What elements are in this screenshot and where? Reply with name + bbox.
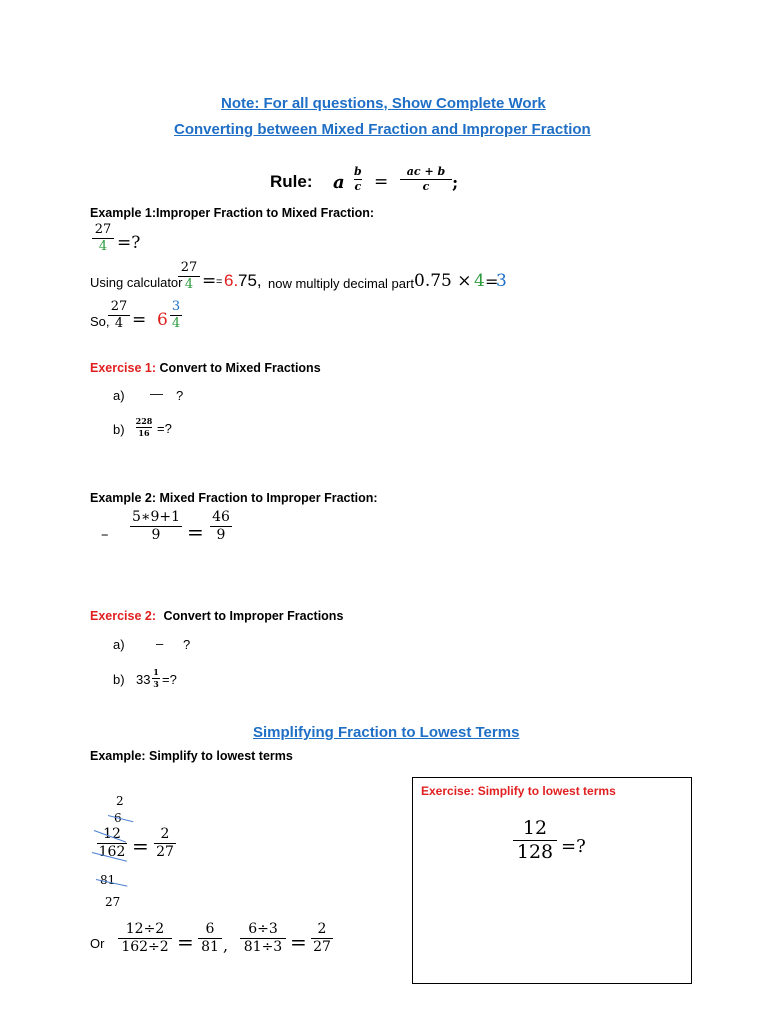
example3-eq: = [132,834,149,858]
calc-prefix: Using calculator [90,275,183,290]
rule-rhs-fraction [400,166,452,193]
exercise2-a-q: ? [183,637,191,652]
example2-num2: 46 [212,509,230,525]
cancel-bot-27: 27 [105,895,121,909]
rule-lhs-fraction [354,166,362,193]
rule-lhs-num: b [354,165,362,178]
example1-title: Example 1:Improper Fraction to Mixed Fraction: [90,206,375,220]
or-f3-den: 81÷3 [243,939,283,956]
so-den: 4 [114,316,124,332]
example2-title: Example 2: Mixed Fraction to Improper Fraction: [90,491,378,505]
so-frac-num: 3 [171,299,181,314]
exercise1-a-dash: — [150,386,163,401]
or-frac4 [311,922,333,956]
or-f2-den: 81 [201,939,219,956]
exercise2-b-num: 1 [153,667,159,677]
or-comma: , [223,936,229,955]
or-f2-num: 6 [205,921,215,937]
section2-title: Simplifying Fraction to Lowest Terms [253,724,520,741]
example3-result [154,827,176,861]
rule-lhs-den: c [354,180,362,194]
example2-den2: 9 [216,527,226,544]
or-f4-den: 27 [313,939,331,956]
or-frac1 [118,922,172,956]
rule-label: Rule: [270,172,313,191]
or-f3-num: 6÷3 [248,921,278,937]
calc-small-eq: = [216,276,223,288]
exercise-box [412,777,692,984]
or-label: Or [90,936,105,951]
exercise2-label [90,609,343,623]
calc-eq: = [202,271,217,291]
example3-title: Example: Simplify to lowest terms [90,749,293,763]
exercise2-b-whole: 33 [136,672,151,687]
exercise1-a-label: a) [113,388,125,403]
calc-num: 27 [180,260,198,275]
exercise-box-fraction [513,818,557,863]
example1-q-den: 4 [98,239,108,255]
rule-rhs-num: ac + b [406,165,446,178]
exercise2-title: Convert to Improper Fractions [163,609,344,623]
or-frac3 [240,922,286,956]
example2-frac1 [130,510,182,544]
exercise1-b-num: 228 [135,416,153,426]
or-eq1: = [177,930,194,954]
exercise2-a-dash: – [156,636,164,651]
example2-num1: 5∗9+1 [132,509,180,525]
cancel-bot-81: 81 [100,873,116,887]
section1-title: Converting between Mixed Fraction and Improper Fraction [174,121,591,138]
so-fraction [108,300,130,332]
exercise1-label [90,361,321,375]
or-frac2 [198,922,222,956]
so-num: 27 [110,299,128,314]
exercise-box-num: 12 [522,817,548,839]
rule-whole: a [333,172,345,193]
exercise1-b-rest: =? [157,421,172,436]
exercise1-b-fraction [136,417,152,438]
exercise1-label-red: Exercise 1: [90,361,157,375]
exercise-box-rest: =? [561,836,586,857]
cancel-top-2: 2 [116,794,124,808]
or-f4-num: 2 [317,921,327,937]
mult-factor: 4 [474,271,485,291]
so-label: So, [90,314,110,329]
example3-num: 12 [103,826,121,842]
note-heading: Note: For all questions, Show Complete Work [221,95,546,112]
so-eq: = [132,310,147,330]
exercise2-label-red: Exercise 2: [90,609,157,623]
exercise1-title: Convert to Mixed Fractions [159,361,321,375]
exercise2-b-fraction [152,668,160,689]
exercise1-b-den: 16 [138,427,150,438]
exercise2-b-label: b) [113,672,125,687]
mult-eq: = [485,272,499,291]
exercise-box-title: Exercise: Simplify to lowest terms [421,784,616,798]
example2-frac2 [210,510,232,544]
calc-text: now multiply decimal part [268,276,414,291]
example1-question-fraction [92,223,114,255]
example2-den1: 9 [151,527,161,544]
exercise2-b-den: 3 [153,678,159,689]
cancel-top-6: 6 [114,811,122,825]
calc-decimal-rest: 75, [238,271,262,290]
or-f1-num: 12÷2 [125,921,165,937]
calc-decimal: 6. [224,271,239,290]
mult-result: 3 [496,271,507,291]
exercise-box-den: 128 [516,840,554,863]
exercise2-b-rest: =? [162,672,177,687]
rule-end: ; [452,173,459,193]
so-mixed-fraction [170,300,182,332]
mult-left: 0.75 × [414,271,472,291]
exercise2-a-label: a) [113,637,125,652]
exercise1-b-label: b) [113,422,125,437]
or-eq2: = [290,930,307,954]
example2-dash: – [101,525,109,543]
example1-q-num: 27 [94,222,112,237]
rule-eq: = [374,172,389,192]
example3-res-num: 2 [160,826,170,842]
exercise1-a-q: ? [176,388,184,403]
calc-den: 4 [184,277,194,293]
example1-q-rest: =? [117,233,141,253]
calc-fraction [178,261,200,293]
example2-eq: = [187,520,204,544]
rule-rhs-den: c [422,180,430,194]
or-f1-den: 162÷2 [121,939,169,956]
so-frac-den: 4 [171,316,181,332]
example3-res-den: 27 [156,844,174,861]
so-whole: 6 [157,310,168,330]
example3-den: 162 [98,844,126,861]
